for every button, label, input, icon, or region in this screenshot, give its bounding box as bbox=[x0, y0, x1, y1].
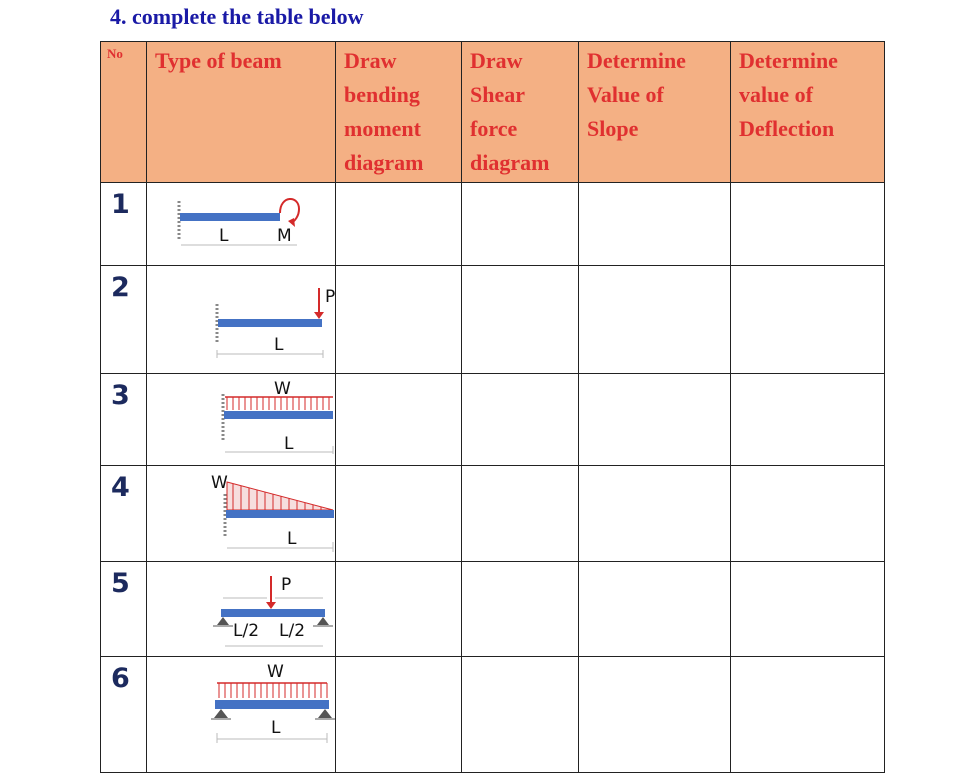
svg-text:W: W bbox=[274, 379, 291, 399]
cantilever-triangular-load-icon bbox=[147, 466, 335, 561]
bending-moment-answer[interactable] bbox=[336, 266, 462, 374]
svg-text:L: L bbox=[287, 529, 297, 549]
header-row bbox=[101, 42, 885, 183]
header-shear-force: Draw Shear force diagram bbox=[462, 42, 579, 183]
bending-moment-answer[interactable] bbox=[336, 562, 462, 657]
beam-table bbox=[100, 41, 885, 773]
bending-moment-answer[interactable] bbox=[336, 183, 462, 266]
bending-moment-answer[interactable] bbox=[336, 657, 462, 773]
deflection-answer[interactable] bbox=[731, 183, 885, 266]
table-row bbox=[101, 466, 885, 562]
cantilever-point-load-icon bbox=[147, 266, 335, 373]
svg-text:L: L bbox=[271, 718, 281, 738]
header-slope: Determine Value of Slope bbox=[579, 42, 731, 183]
svg-text:L: L bbox=[284, 434, 294, 454]
slope-answer[interactable] bbox=[579, 466, 731, 562]
table-row bbox=[101, 562, 885, 657]
shear-force-answer[interactable] bbox=[462, 266, 579, 374]
beam-figure-cantilever-moment bbox=[147, 183, 336, 266]
header-deflection: Determine value of Deflection bbox=[731, 42, 885, 183]
deflection-answer[interactable] bbox=[731, 374, 885, 466]
header-no: No bbox=[101, 42, 147, 183]
svg-text:L: L bbox=[274, 335, 284, 355]
svg-text:P: P bbox=[281, 575, 292, 595]
slope-answer[interactable] bbox=[579, 374, 731, 466]
section-title: 4. complete the table below bbox=[110, 4, 364, 29]
slope-answer[interactable] bbox=[579, 657, 731, 773]
cantilever-udl-icon bbox=[147, 374, 335, 465]
row-number: 3 bbox=[101, 374, 147, 466]
svg-text:P: P bbox=[325, 287, 335, 307]
slope-answer[interactable] bbox=[579, 266, 731, 374]
row-number: 1 bbox=[101, 183, 147, 266]
svg-text:L/2: L/2 bbox=[233, 621, 260, 641]
beam-figure-cantilever-point-load bbox=[147, 266, 336, 374]
shear-force-answer[interactable] bbox=[462, 562, 579, 657]
beam-figure-cantilever-udl bbox=[147, 374, 336, 466]
slope-answer[interactable] bbox=[579, 183, 731, 266]
beam-figure-simply-supported-udl bbox=[147, 657, 336, 773]
deflection-answer[interactable] bbox=[731, 466, 885, 562]
table-row bbox=[101, 183, 885, 266]
table-row bbox=[101, 657, 885, 773]
shear-force-answer[interactable] bbox=[462, 183, 579, 266]
header-type-of-beam: Type of beam bbox=[147, 42, 336, 183]
svg-text:L: L bbox=[219, 226, 229, 246]
slope-answer[interactable] bbox=[579, 562, 731, 657]
bending-moment-answer[interactable] bbox=[336, 374, 462, 466]
row-number: 6 bbox=[101, 657, 147, 773]
row-number: 5 bbox=[101, 562, 147, 657]
table-row bbox=[101, 374, 885, 466]
simply-supported-point-load-icon bbox=[147, 562, 335, 656]
shear-force-answer[interactable] bbox=[462, 657, 579, 773]
shear-force-answer[interactable] bbox=[462, 466, 579, 562]
beam-figure-simply-supported-point-load bbox=[147, 562, 336, 657]
row-number: 4 bbox=[101, 466, 147, 562]
row-number: 2 bbox=[101, 266, 147, 374]
deflection-answer[interactable] bbox=[731, 266, 885, 374]
beam-figure-cantilever-triangular-load bbox=[147, 466, 336, 562]
table-row bbox=[101, 266, 885, 374]
svg-text:M: M bbox=[277, 226, 292, 246]
deflection-answer[interactable] bbox=[731, 562, 885, 657]
svg-text:W: W bbox=[211, 473, 228, 493]
svg-text:L/2: L/2 bbox=[279, 621, 306, 641]
deflection-answer[interactable] bbox=[731, 657, 885, 773]
bending-moment-answer[interactable] bbox=[336, 466, 462, 562]
shear-force-answer[interactable] bbox=[462, 374, 579, 466]
svg-text:W: W bbox=[267, 662, 284, 682]
simply-supported-udl-icon bbox=[147, 657, 335, 772]
cantilever-moment-icon bbox=[147, 183, 335, 265]
header-bending-moment: Draw bending moment diagram bbox=[336, 42, 462, 183]
